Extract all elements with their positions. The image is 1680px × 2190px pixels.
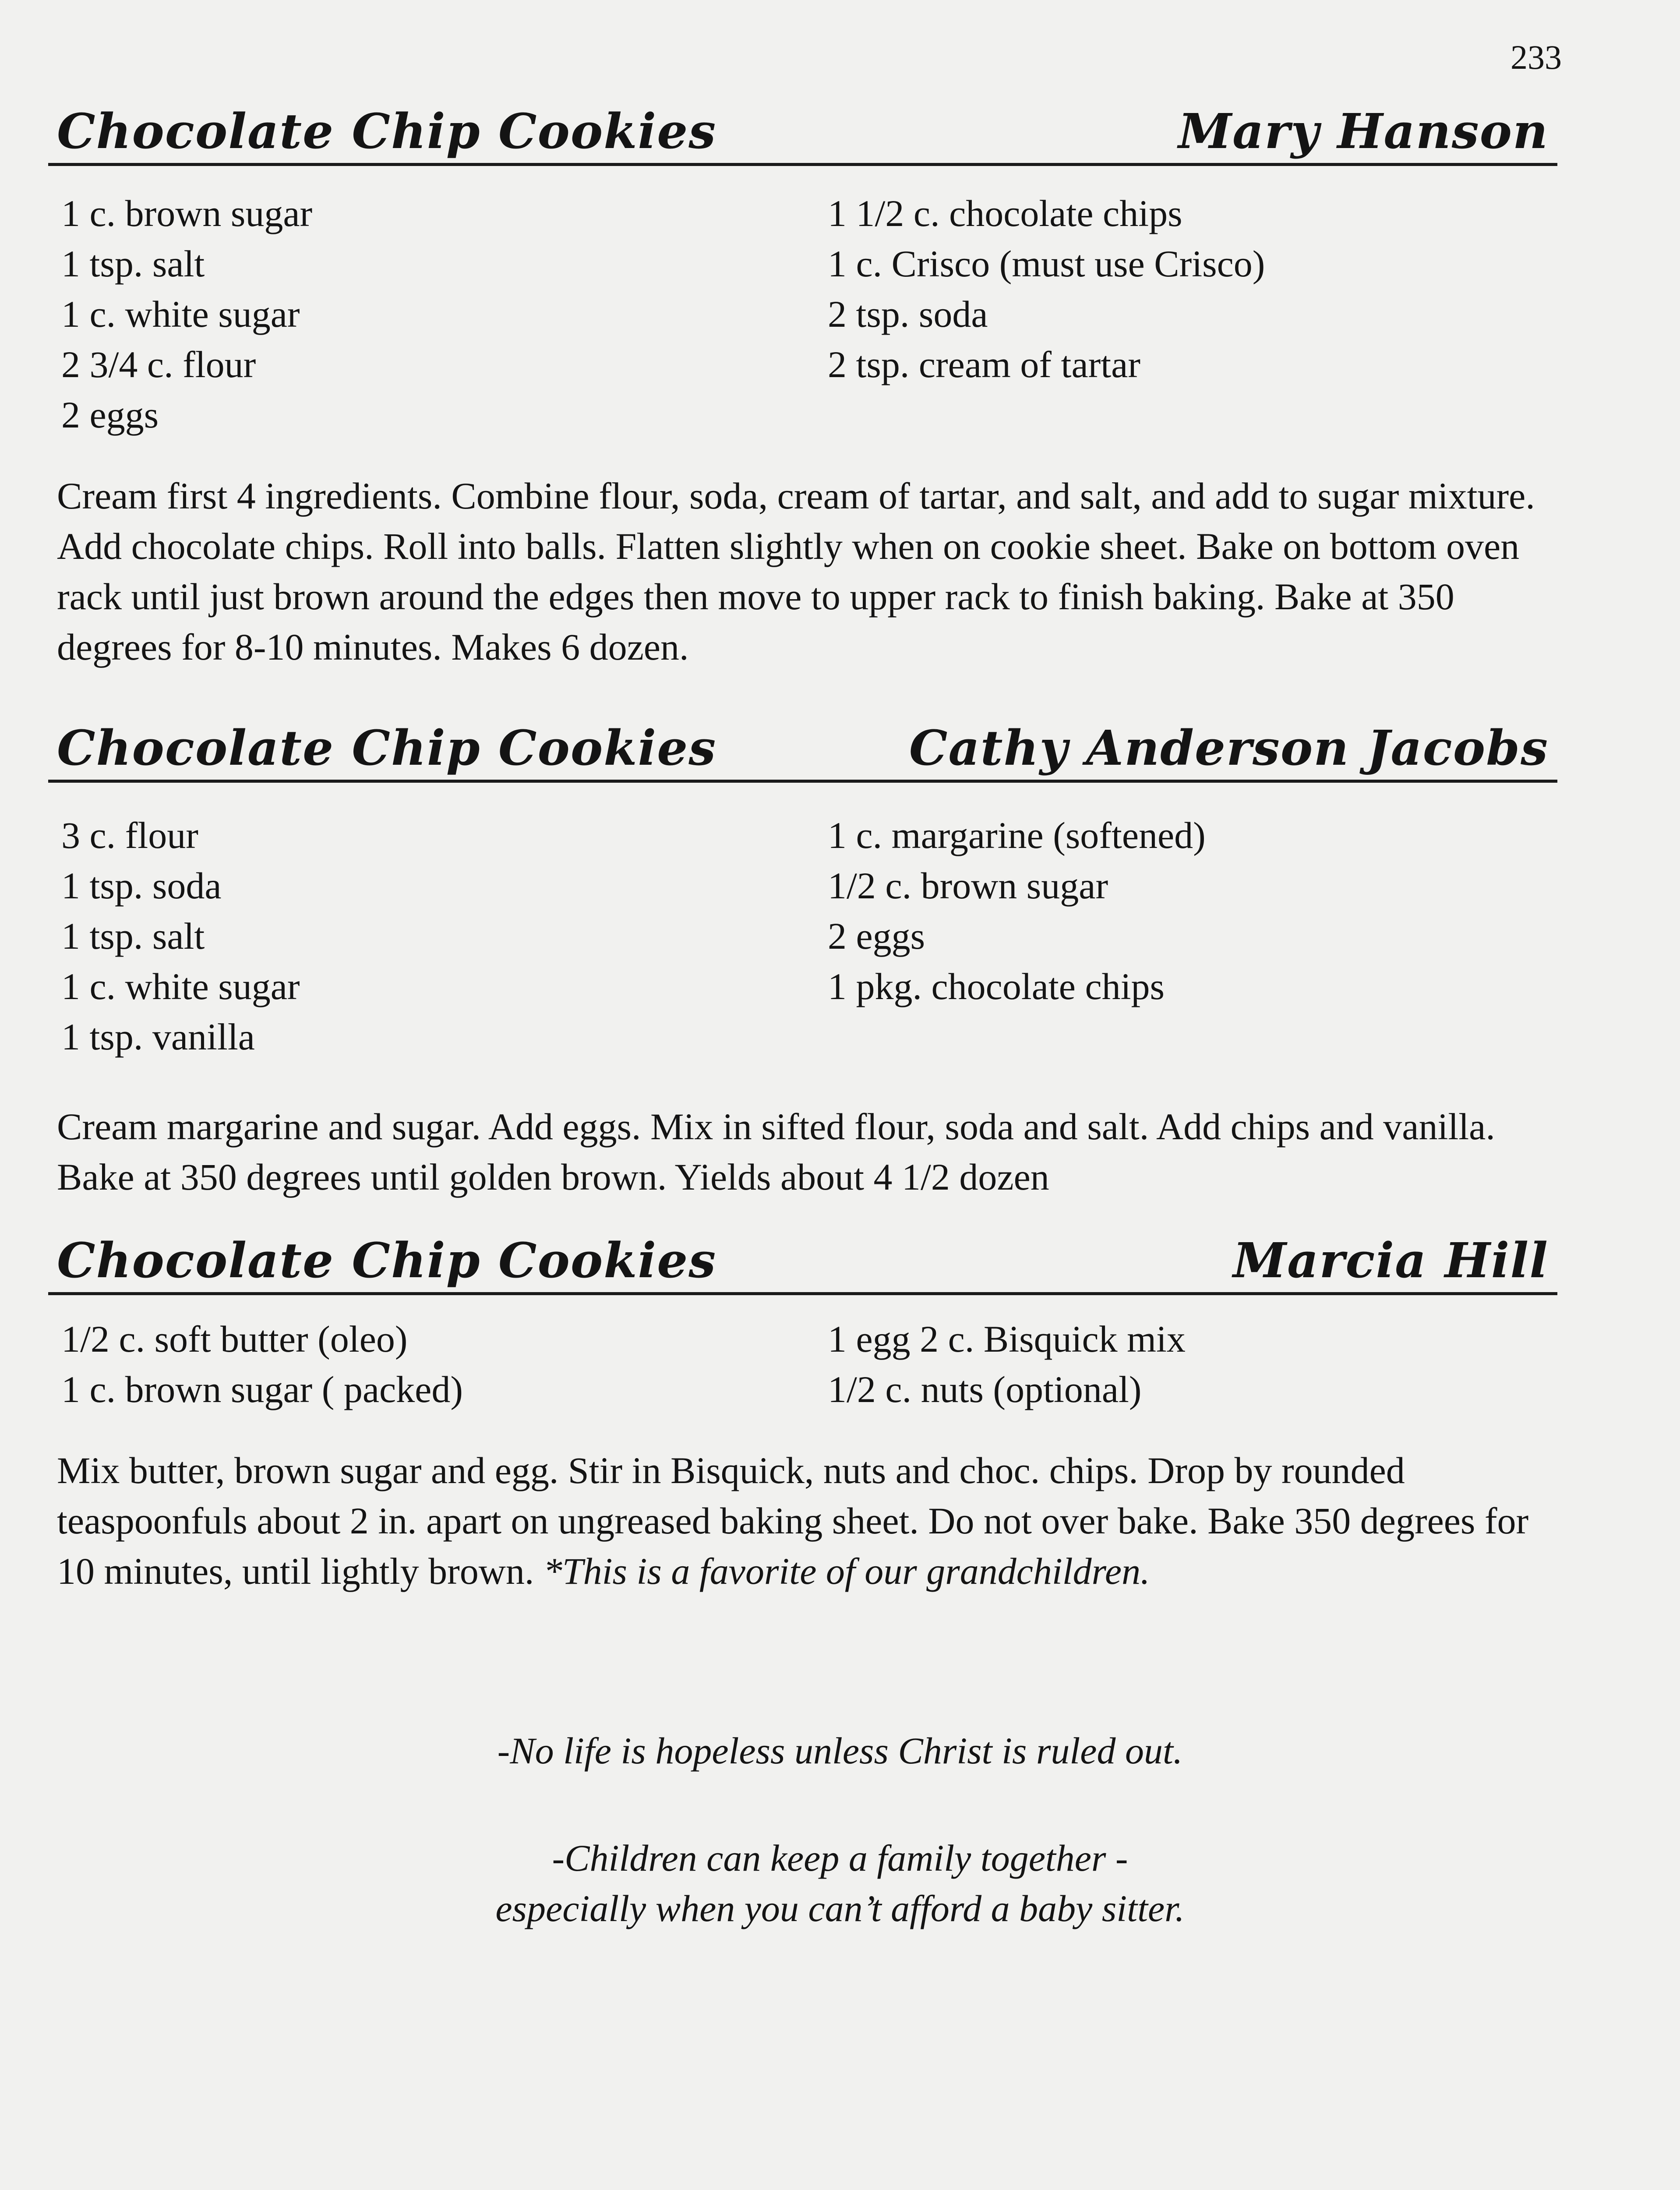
ingredient: 1 c. white sugar — [61, 293, 300, 335]
recipe-3-title: Chocolate Chip Cookies — [57, 1232, 717, 1289]
ingredient: 1 pkg. chocolate chips — [828, 965, 1165, 1007]
page-number: 233 — [1511, 38, 1562, 76]
recipe-3-directions — [57, 1445, 1559, 1597]
recipe-3-ingredients-right — [828, 1314, 1550, 1415]
ingredient: 1 c. margarine (softened) — [828, 814, 1206, 856]
ingredient: 2 eggs — [61, 394, 159, 436]
ingredient: 1/2 c. nuts (optional) — [828, 1368, 1142, 1410]
ingredient: 1 c. brown sugar — [61, 192, 313, 234]
ingredient: 1 tsp. vanilla — [61, 1016, 255, 1058]
recipe-3-author: Marcia Hill — [1233, 1232, 1549, 1289]
ingredient: 1 c. white sugar — [61, 965, 300, 1007]
quote-christ: -No life is hopeless unless Christ is ruled out. — [497, 1730, 1183, 1772]
recipe-1-directions: Cream first 4 ingredients. Combine flour, soda, cream of tartar, and salt, and add to sugar mixture. Add chocolate chips. Roll into balls. Flatten slightly when on cookie sheet. Bake on bottom oven rack until just brown around the edges then move to upper rack to finish baking. Bake at 350 degrees for 8-10 minutes. Makes 6 dozen. — [57, 475, 1535, 668]
recipe-1-header — [48, 97, 1557, 166]
ingredient: 1 c. Crisco (must use Crisco) — [828, 243, 1265, 285]
recipe-2-title: Chocolate Chip Cookies — [57, 720, 717, 776]
quote-children-line-1: -Children can keep a family together - — [552, 1837, 1128, 1879]
ingredient: 1 c. brown sugar ( packed) — [61, 1368, 463, 1410]
ingredient: 1 tsp. soda — [61, 865, 222, 907]
ingredient: 3 c. flour — [61, 814, 198, 856]
ingredient: 1/2 c. brown sugar — [828, 865, 1108, 907]
recipe-3-header — [48, 1226, 1557, 1295]
ingredient: 1 egg 2 c. Bisquick mix — [828, 1318, 1186, 1360]
recipe-2-directions: Cream margarine and sugar. Add eggs. Mix in sifted flour, soda and salt. Add chips and vanilla. Bake at 350 degrees until golden brown. Yields about 4 1/2 dozen — [57, 1106, 1495, 1198]
ingredient: 2 3/4 c. flour — [61, 343, 256, 385]
recipe-3-ingredients-left — [61, 1314, 806, 1415]
ingredient: 2 eggs — [828, 915, 925, 957]
ingredient: 2 tsp. cream of tartar — [828, 343, 1140, 385]
ingredient: 2 tsp. soda — [828, 293, 988, 335]
recipe-1-author: Mary Hanson — [1178, 103, 1549, 159]
recipe-3-directions-text: Mix butter, brown sugar and egg. Stir in Bisquick, nuts and choc. chips. Drop by rounded teaspoonfuls about 2 in. apart on ungreased baking sheet. Do not over bake. Bake 350 degrees for 10 minutes, until lightly brown. — [57, 1449, 1529, 1592]
recipe-1-title: Chocolate Chip Cookies — [57, 103, 717, 159]
recipe-2-ingredients-right — [828, 810, 1550, 1012]
recipe-2-ingredients-left — [61, 810, 806, 1062]
quote-children-line-2: especially when you can’t afford a baby sitter. — [495, 1887, 1185, 1929]
recipe-1-ingredients-right — [828, 188, 1550, 390]
recipe-2-author: Cathy Anderson Jacobs — [909, 720, 1549, 776]
ingredient: 1 tsp. salt — [61, 243, 205, 285]
recipe-3-note: *This is a favorite of our grandchildren. — [543, 1550, 1150, 1592]
ingredient: 1/2 c. soft butter (oleo) — [61, 1318, 408, 1360]
ingredient: 1 tsp. salt — [61, 915, 205, 957]
recipe-2-header — [48, 714, 1557, 783]
ingredient: 1 1/2 c. chocolate chips — [828, 192, 1182, 234]
recipe-1-ingredients-left — [61, 188, 806, 440]
